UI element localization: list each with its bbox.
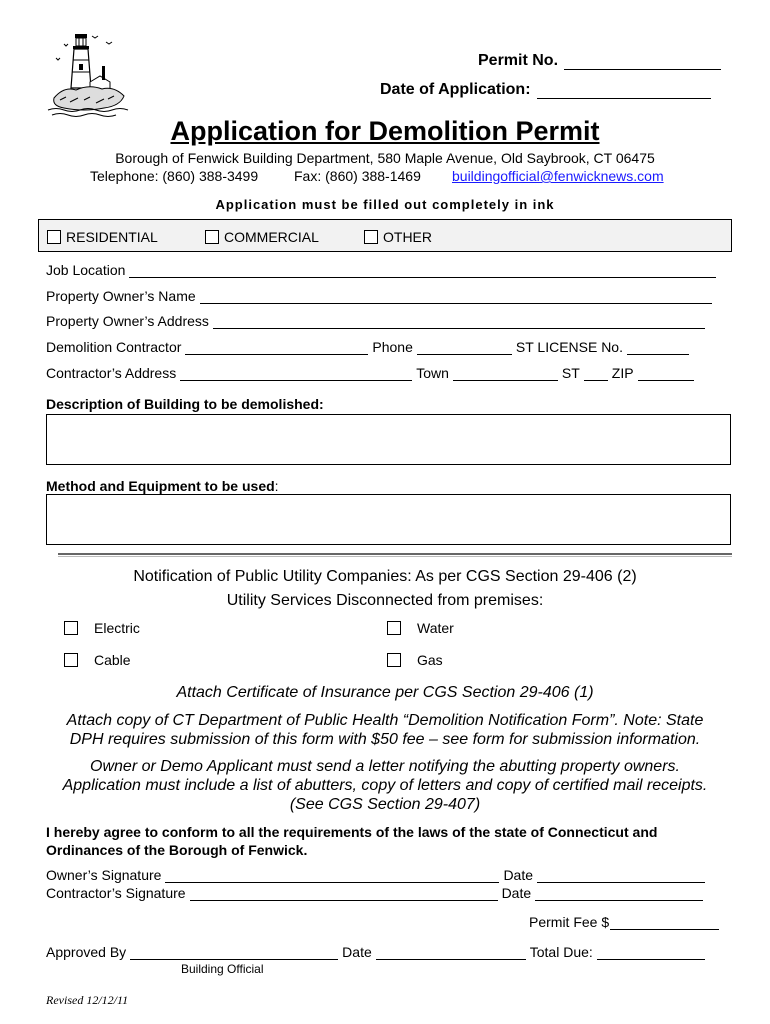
dph-note-line2: DPH requires submission of this form with $50 fee – see form for submission information. (69, 731, 701, 748)
job-location-label: Job Location (46, 262, 126, 278)
residential-option[interactable]: RESIDENTIAL (47, 229, 158, 245)
date-of-application-label: Date of Application: (380, 81, 531, 98)
property-owner-address-line[interactable] (213, 316, 705, 329)
abutters-note-line2: Application must include a list of abutters, copy of letters and copy of certified mail receipts. (62, 777, 708, 794)
agreement-line2: Ordinances of the Borough of Fenwick. (46, 842, 308, 858)
property-owner-address-field[interactable] (46, 313, 709, 329)
permit-no-field[interactable] (478, 52, 721, 70)
water-checkbox[interactable] (387, 621, 401, 635)
total-due-line[interactable] (597, 947, 705, 960)
zip-label: ZIP (611, 365, 634, 381)
property-owner-name-line[interactable] (200, 291, 712, 304)
insurance-note: Attach Certificate of Insurance per CGS Section 29-406 (1) (176, 684, 594, 701)
owner-signature-label: Owner’s Signature (46, 867, 162, 883)
town-label: Town (416, 365, 449, 381)
phone-label: Phone (372, 339, 413, 355)
demolition-contractor-field[interactable] (46, 339, 693, 355)
dph-note-line1: Attach copy of CT Department of Public Health “Demolition Notification Form”. Note: State (66, 712, 704, 729)
contractors-address-field[interactable] (46, 365, 698, 381)
job-location-line[interactable] (129, 265, 716, 278)
st-license-label: ST LICENSE No. (515, 339, 623, 355)
method-textbox[interactable] (46, 494, 731, 545)
utility-water-option[interactable]: Water (387, 620, 454, 636)
demolition-contractor-label: Demolition Contractor (46, 339, 182, 355)
date-of-application-line[interactable] (537, 86, 711, 99)
approval-date-line[interactable] (376, 947, 526, 960)
other-checkbox[interactable] (364, 230, 378, 244)
permit-fee-field[interactable] (529, 914, 719, 930)
contractor-signature-line[interactable] (190, 888, 498, 901)
commercial-option[interactable]: COMMERCIAL (205, 229, 319, 245)
demolition-contractor-line[interactable] (185, 342, 368, 355)
description-textbox[interactable] (46, 414, 731, 465)
page-title: Application for Demolition Permit (170, 116, 600, 146)
phone-line[interactable] (417, 342, 512, 355)
department-address: Borough of Fenwick Building Department, 580 Maple Avenue, Old Saybrook, CT 06475 (115, 150, 655, 166)
method-label: Method and Equipment to be used: (46, 478, 279, 494)
permit-no-line[interactable] (564, 57, 721, 70)
permit-no-label: Permit No. (478, 52, 559, 69)
owner-date-line[interactable] (537, 870, 705, 883)
property-owner-name-field[interactable] (46, 288, 716, 304)
building-official-caption: Building Official (181, 962, 264, 976)
contractor-signature-field[interactable] (46, 885, 707, 901)
gas-checkbox[interactable] (387, 653, 401, 667)
contractors-address-label: Contractor’s Address (46, 365, 177, 381)
abutters-note-line3: (See CGS Section 29-407) (289, 796, 481, 813)
revised-date: Revised 12/12/11 (46, 993, 129, 1007)
description-label: Description of Building to be demolished: (46, 396, 324, 412)
ink-notice: Application must be filled out completely in ink (215, 197, 555, 212)
approval-date-label: Date (342, 944, 372, 960)
notification-heading: Notification of Public Utility Companies: As per CGS Section 29-406 (2) (133, 568, 637, 585)
department-email-link[interactable]: buildingofficial@fenwicknews.com (452, 168, 664, 184)
zip-line[interactable] (638, 368, 694, 381)
approved-by-field[interactable] (46, 944, 709, 960)
abutters-note-line1: Owner or Demo Applicant must send a letter notifying the abutting property owners. (90, 758, 680, 775)
permit-fee-label: Permit Fee $ (529, 914, 610, 930)
job-location-field[interactable] (46, 262, 720, 278)
town-line[interactable] (453, 368, 558, 381)
contractors-address-line[interactable] (180, 368, 412, 381)
agreement-line1: I hereby agree to conform to all the requirements of the laws of the state of Connecticut and (46, 824, 658, 840)
owner-signature-field[interactable] (46, 867, 709, 883)
utility-services-heading: Utility Services Disconnected from premises: (226, 592, 544, 609)
other-option[interactable]: OTHER (364, 229, 432, 245)
cable-checkbox[interactable] (64, 653, 78, 667)
permit-fee-line[interactable] (610, 917, 719, 930)
st-license-line[interactable] (627, 342, 689, 355)
owner-date-label: Date (503, 867, 534, 883)
property-owner-address-label: Property Owner’s Address (46, 313, 209, 329)
building-type-box (38, 219, 732, 252)
section-divider (58, 553, 732, 557)
contractor-signature-label: Contractor’s Signature (46, 885, 186, 901)
st-label: ST (561, 365, 580, 381)
owner-signature-line[interactable] (165, 870, 499, 883)
residential-checkbox[interactable] (47, 230, 61, 244)
commercial-checkbox[interactable] (205, 230, 219, 244)
st-line[interactable] (584, 368, 608, 381)
approved-by-label: Approved By (46, 944, 127, 960)
total-due-label: Total Due: (529, 944, 593, 960)
contractor-date-line[interactable] (535, 888, 703, 901)
contractor-date-label: Date (501, 885, 532, 901)
utility-gas-option[interactable]: Gas (387, 652, 443, 668)
approved-by-line[interactable] (130, 947, 338, 960)
department-telephone: Telephone: (860) 388-3499 (90, 168, 259, 184)
property-owner-name-label: Property Owner’s Name (46, 288, 196, 304)
electric-checkbox[interactable] (64, 621, 78, 635)
date-of-application-field[interactable] (380, 81, 711, 99)
utility-electric-option[interactable]: Electric (64, 620, 140, 636)
utility-cable-option[interactable]: Cable (64, 652, 131, 668)
department-fax: Fax: (860) 388-1469 (294, 168, 421, 184)
lighthouse-logo (44, 26, 130, 118)
